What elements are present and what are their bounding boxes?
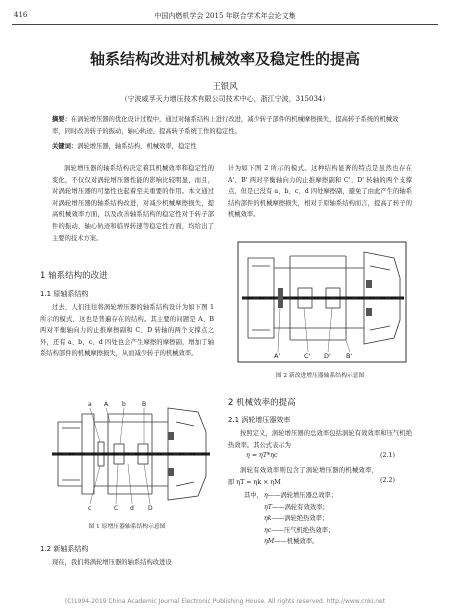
figure-1-diagram <box>48 392 214 516</box>
abstract-text: 在涡轮增压器的优化设计过程中，通过对轴系结构上进行改进，减少转子部件的机械摩擦损失，提高转子系统的机械效率，同时改善转子的振动，轴心轨迹，提高转子系统工作的稳定性。 <box>52 116 399 135</box>
intro-paragraph: 涡轮增压器的轴系结构决定着其机械效率和稳定性的变化，不仅仅对涡轮增压器性能的影响比较明显，而且，对涡轮增压器的可靠性也起着至关重要的作用。本文通过对涡轮增压器的轴系结构改进，对减少机械摩擦损失，提高机械效率方面，以及改善轴系结构的稳定性对于转子部件的振动、轴心轨迹和临界转速等稳定性方面，均给出了主要的技术方案。 <box>52 165 214 242</box>
fig2-label-A: A' <box>274 352 281 360</box>
fig1-label-B: B <box>142 401 147 408</box>
fig1-label-c: c <box>88 505 92 512</box>
section-2-1-text: 按照定义，涡轮增压器的总效率包括涡轮有效效率和压气机绝热效率。其公式表示为 <box>228 430 412 449</box>
equation-2-2-number: (2.2) <box>380 477 395 484</box>
fig2-label-D: D' <box>324 352 331 360</box>
definition-row: ηM——机械效率。 <box>264 538 319 546</box>
figure-1-caption: 图 1 原增压器轴系结构示意图 <box>88 524 166 530</box>
keywords-label: 关键词： <box>52 143 78 150</box>
continued-text: 计为如下图 2 所示的模式。这种结构显著的特点是虽然也存在 A'、B' 两对平衡轴向力的止推摩擦副和 C'、D' 转轴的两个支撑点，但是已没有 a、b、c、d 四处摩擦副，避免了由此产生的轴系结构部件的机械摩擦损失，相对于原轴系结构而言，提高了转子的机械效率。 <box>228 165 412 219</box>
definition-row: ηT——涡轮有效效率； <box>264 503 329 511</box>
affiliation: （宁波威孚天力增压技术有限公司技术中心，浙江宁波，315034） <box>120 95 330 103</box>
section-1-heading: 1 轴系结构的改进 <box>40 271 108 281</box>
abstract-label: 摘要： <box>52 116 71 123</box>
section-1-2-heading: 1.2 新轴系结构 <box>40 545 89 553</box>
fig2-label-C: C' <box>304 352 311 360</box>
definition-row: η——涡轮增压器总效率； <box>264 492 338 499</box>
fig1-label-a: a <box>88 401 92 408</box>
fig1-label-b: b <box>122 401 126 408</box>
equation-2-1: η = ηT*ηc <box>246 452 278 459</box>
definition-row: ηc——压气机绝热效率； <box>264 526 335 534</box>
header-rule <box>12 24 438 25</box>
section-2-heading: 2 机械效率的提高 <box>228 398 296 408</box>
section-1-2-text: 现在，我们将涡轮增压器的轴系结构改进设 <box>52 559 172 566</box>
fig1-label-C: C <box>114 505 119 512</box>
running-header: 中国内燃机学会 2015 年联合学术年会论文集 <box>154 12 296 20</box>
fig1-label-d: d <box>130 505 134 512</box>
where-label: 其中， <box>244 492 263 499</box>
paper-title: 轴系结构改进对机械效率及稳定性的提高 <box>89 50 360 68</box>
section-1-1-text: 过去，人们往往将涡轮增压器的轴系结构设计为如下图 1 所示的模式，这也是普遍存在的结构。其主要的问题是 A、B 两对平衡轴向力的止推摩擦副和 C、D 转轴的两个支撑点之外，还有 a、b、c、d 四处也会产生摩擦的摩擦副，增加了轴系结构部件的机械摩擦损失，从而减少转子的机械效率。 <box>40 304 214 358</box>
page-number: 416 <box>14 11 28 19</box>
figure-2-caption: 图 2 新改进增压器轴系结构示意图 <box>275 373 365 379</box>
section-1-1-heading: 1.1 原轴系结构 <box>40 290 89 298</box>
section-2-1-heading: 2.1 涡轮增压器效率 <box>228 416 291 424</box>
section-2-1-text-2: 涡轮有效效率则包含了涡轮增压器的机械效率，即 ηT = ηk × ηM <box>228 467 378 486</box>
symbol-definitions <box>264 490 414 548</box>
author: 王银风 <box>212 82 238 92</box>
equation-2-1-number: (2.1) <box>380 452 395 459</box>
fig2-label-B: B' <box>346 352 353 360</box>
fig1-label-A: A <box>104 401 109 408</box>
figure-2-diagram <box>234 238 410 366</box>
keywords-text: 涡轮增压器，轴系结构，机械效率，稳定性 <box>77 143 197 150</box>
keywords <box>52 142 408 152</box>
abstract <box>52 114 408 138</box>
copyright-footer: (C)1994-2019 China Academic Journal Electronic Publishing House. All rights reserved. http://www.cnki.net <box>64 598 386 605</box>
definition-row: ηk——涡轮绝热效率； <box>264 515 329 523</box>
fig1-label-D: D <box>148 505 153 512</box>
